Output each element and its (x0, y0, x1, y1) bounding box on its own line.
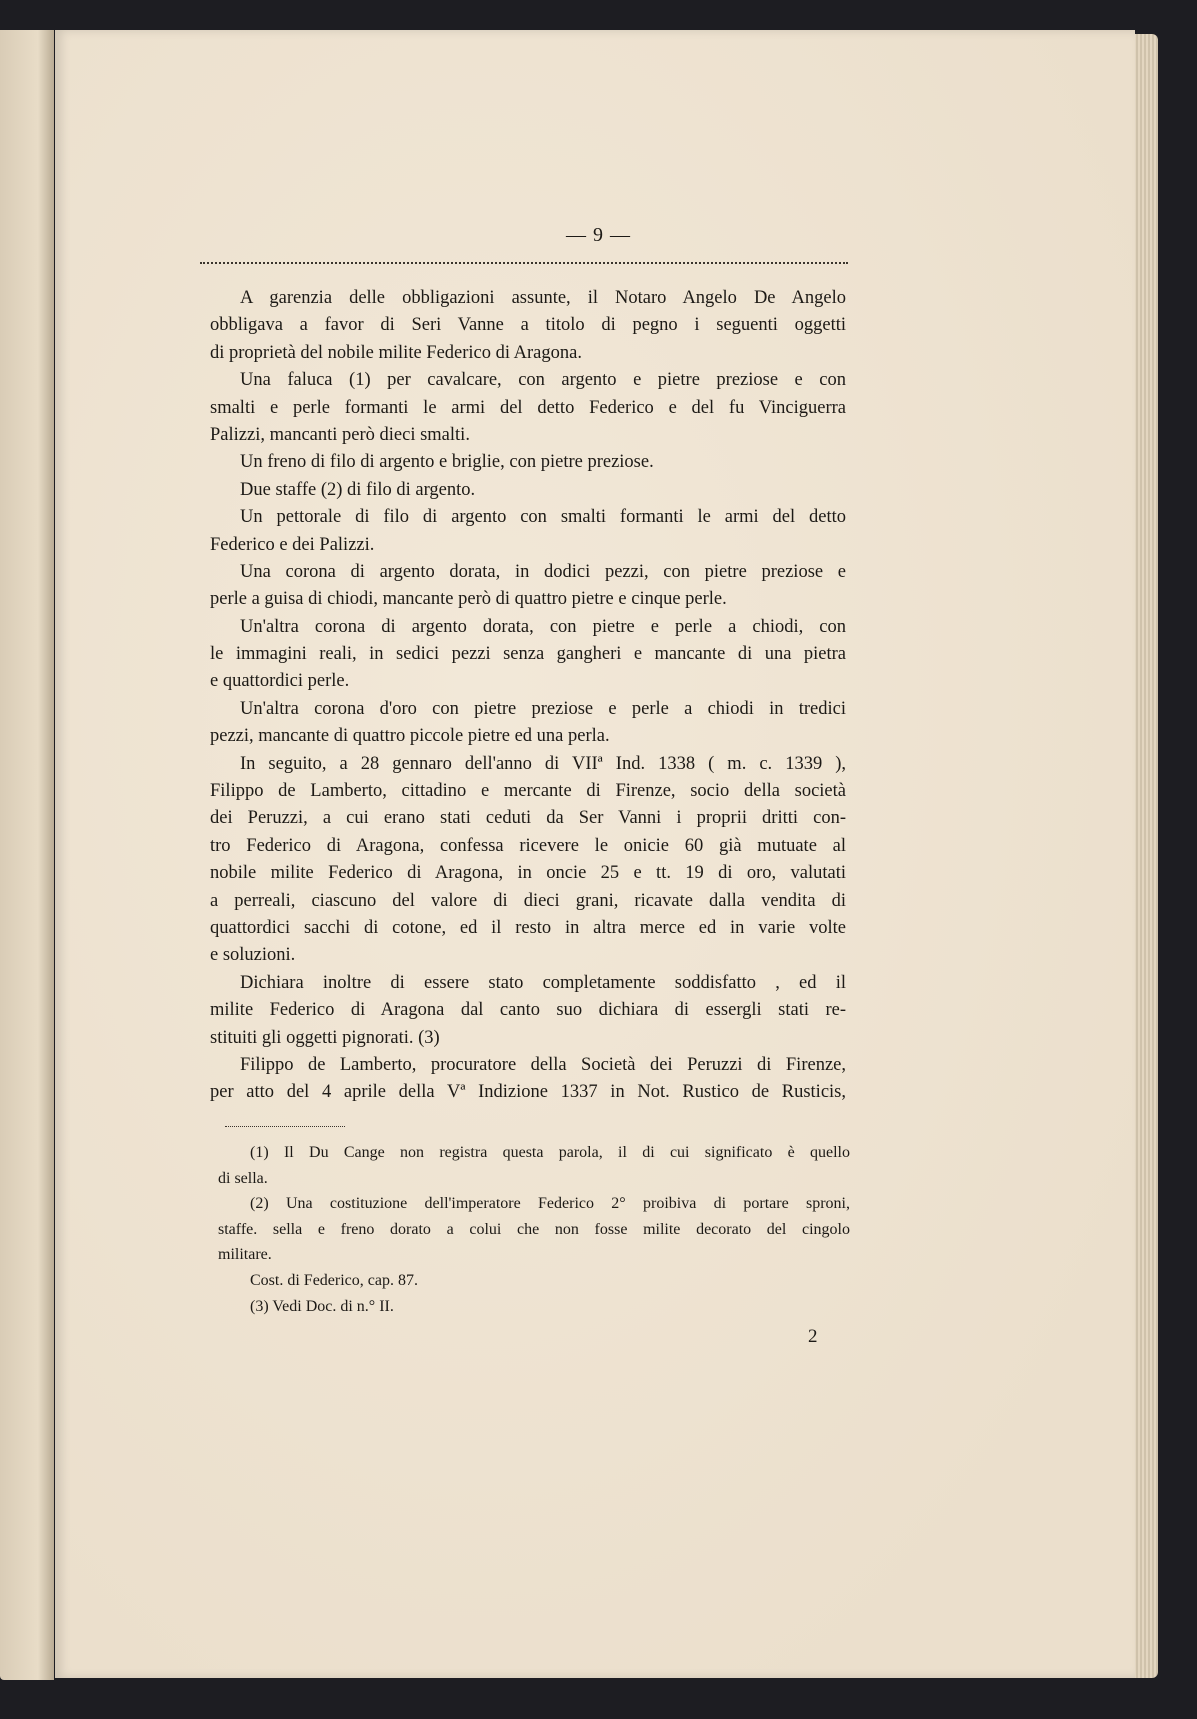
text-line (210, 1079, 846, 1106)
text-line-text: pezzi, mancante di quattro piccole pietre ed una perla. (210, 726, 610, 747)
footnote-line-text: militare. (218, 1246, 272, 1264)
text-line (210, 778, 846, 805)
footnote-line (218, 1217, 850, 1243)
footnote-line-text: di sella. (218, 1169, 268, 1187)
text-line (210, 696, 846, 723)
text-line-text: nobile milite Federico di Aragona, in oncie 25 e tt. 19 di oro, valutati (210, 863, 846, 884)
text-line (210, 860, 846, 887)
text-line-text: Un'altra corona di argento dorata, con pietre e perle a chiodi, con (240, 616, 846, 637)
text-line-text: tro Federico di Aragona, confessa ricevere le onicie 60 già mutuate al (210, 835, 846, 856)
footnote-line (218, 1294, 850, 1320)
header-dotted-rule (200, 262, 848, 264)
text-line (210, 477, 846, 504)
text-line-text: Filippo de Lamberto, cittadino e mercante di Firenze, socio della società (210, 781, 846, 802)
footnote-line (218, 1191, 850, 1217)
text-line-text: Palizzi, mancanti però dieci smalti. (210, 424, 470, 445)
text-line (210, 751, 846, 778)
text-line-text: per atto del 4 aprile della Vª Indizione 1337 in Not. Rustico de Rusticis, (210, 1082, 846, 1103)
signature-mark: 2 (808, 1326, 818, 1347)
text-line (210, 668, 846, 695)
text-line-text: A garenzia delle obbligazioni assunte, il Notaro Angelo De Angelo (240, 288, 846, 308)
text-line (210, 970, 846, 997)
footnote-line-text: staffe. sella e freno dorato a colui che non fosse milite decorato del cingolo (218, 1220, 850, 1238)
text-line-text: Una corona di argento dorata, in dodici pezzi, con pietre preziose e (240, 561, 846, 582)
footnote-line-text: (1) Il Du Cange non registra questa parola, il di cui significato è quello (250, 1144, 850, 1161)
text-line (210, 285, 846, 312)
text-line-text: e soluzioni. (210, 945, 296, 966)
footnote-line (218, 1166, 850, 1192)
text-line-text: perle a guisa di chiodi, mancante però di quattro pietre e cinque perle. (210, 589, 727, 610)
text-line-text: Un'altra corona d'oro con pietre preziose e perle a chiodi in tredici (240, 698, 846, 719)
text-line-text: Due staffe (2) di filo di argento. (240, 479, 476, 500)
text-line-text: stituiti gli oggetti pignorati. (3) (210, 1027, 440, 1048)
text-line-text: Federico e dei Palizzi. (210, 534, 375, 555)
text-line-text: obbligava a favor di Seri Vanne a titolo di pegno i seguenti oggetti (210, 315, 846, 336)
footnotes (218, 1140, 850, 1319)
footnote-line-text: (2) Una costituzione dell'imperatore Federico 2° proibiva di portare sproni, (250, 1195, 850, 1213)
footnote-line (218, 1268, 850, 1294)
text-line-text: le immagini reali, in sedici pezzi senza gangheri e mancante di una pietra (210, 644, 846, 665)
text-line (210, 805, 846, 832)
text-line-text: e quattordici perle. (210, 671, 350, 692)
text-line-text: Un freno di filo di argento e briglie, con pietre preziose. (240, 452, 654, 473)
page-number: — 9 — (566, 224, 631, 246)
text-line (210, 723, 846, 750)
text-line (210, 504, 846, 531)
text-line-text: quattordici sacchi di cotone, ed il resto in altra merce ed in varie volte (210, 917, 846, 938)
text-line (210, 449, 846, 476)
text-line (210, 641, 846, 668)
text-line-text: dei Peruzzi, a cui erano stati ceduti da Ser Vanni i proprii dritti con- (210, 808, 846, 829)
text-line-text: di proprietà del nobile milite Federico di Aragona. (210, 342, 582, 363)
text-line (210, 614, 846, 641)
text-line (210, 532, 846, 559)
text-line (210, 395, 846, 422)
text-line (210, 559, 846, 586)
text-line (210, 1052, 846, 1079)
text-line (210, 586, 846, 613)
text-line (210, 942, 846, 969)
text-line (210, 915, 846, 942)
text-line (210, 888, 846, 915)
footnote-line-text: (3) Vedi Doc. di n.° II. (250, 1297, 394, 1315)
text-line-text: Una faluca (1) per cavalcare, con argento e pietre preziose e con (240, 370, 846, 391)
footnote-line (218, 1140, 850, 1166)
text-line (210, 340, 846, 367)
text-line (210, 367, 846, 394)
footnote-line-text: Cost. di Federico, cap. 87. (250, 1271, 418, 1289)
text-line (210, 312, 846, 339)
text-line (210, 833, 846, 860)
footnote-line (218, 1242, 850, 1268)
text-line-text: Dichiara inoltre di essere stato completamente soddisfatto , ed il (240, 972, 846, 993)
text-line-text: Un pettorale di filo di argento con smalti formanti le armi del detto (240, 507, 846, 528)
text-line (210, 422, 846, 449)
text-line (210, 997, 846, 1024)
text-line-text: a perreali, ciascuno del valore di dieci grani, ricavate dalla vendita di (210, 890, 846, 911)
text-line-text: In seguito, a 28 gennaro dell'anno di VIIª Ind. 1338 ( m. c. 1339 ), (240, 753, 846, 774)
text-line-text: milite Federico di Aragona dal canto suo dichiara di essergli stati re- (210, 1000, 846, 1021)
text-line-text: Filippo de Lamberto, procuratore della Società dei Peruzzi di Firenze, (240, 1054, 846, 1075)
text-line-text: smalti e perle formanti le armi del detto Federico e del fu Vinciguerra (210, 397, 846, 418)
facing-page-edge (0, 30, 54, 1680)
footnote-rule (225, 1126, 345, 1127)
body-text (210, 285, 846, 1107)
text-line (210, 1025, 846, 1052)
